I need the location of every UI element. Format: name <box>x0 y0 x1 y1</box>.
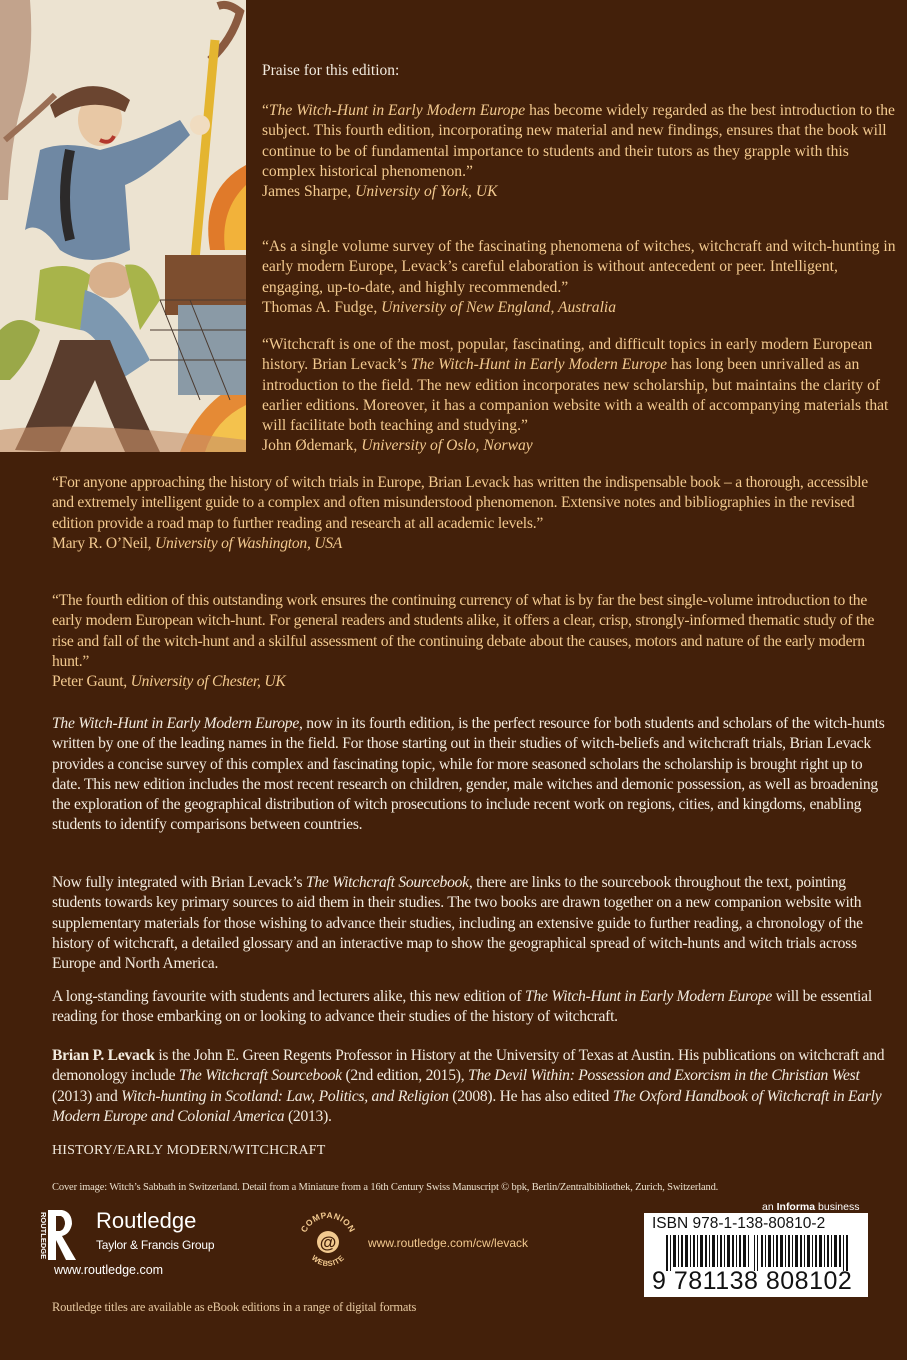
quote-attribution-affiliation: University of Chester, UK <box>130 673 286 691</box>
quote-attribution-affiliation: University of York, UK <box>355 183 498 201</box>
cover-image-credit: Cover image: Witch’s Sabbath in Switzerland. Detail from a Miniature from a 16th Century Swiss Manuscript © bpk, Berlin/Zentralbibliothek, Zurich, Switzerland. <box>52 1182 719 1193</box>
paragraph-text: , there are links to the sourcebook throughout the text, pointing students towards key primary sources to aid them in their studies. The two books are drawn together on a new companion website with supplementary materials for those wishing to advance their studies, including an extensive guide to further reading, a chronology of the history of witchcraft, a detailed glossary and an interactive map to show the geographical spread of witch-hunts and witch trials across Europe and North America. <box>52 874 863 973</box>
bio-text: (2nd edition, 2015), <box>341 1067 469 1085</box>
barcode-icon <box>666 1235 850 1271</box>
isbn-barcode-box <box>644 1213 868 1297</box>
paragraph-text: A long-standing favourite with students and lecturers alike, this new edition of <box>52 988 526 1005</box>
bio-text: is the John E. Green Regents Professor in History at the University of Texas at Austin. His publications on witchcraft and demonology include <box>52 1047 885 1085</box>
quote-attribution-name: Mary R. O’Neil, <box>52 534 155 552</box>
book-title: The Witchcraft Sourcebook <box>305 874 469 891</box>
praise-heading: Praise for this edition: <box>262 62 400 79</box>
book-title: The Oxford Handbook of Witchcraft in Early Modern Europe and Colonial America <box>52 1087 882 1125</box>
book-title: Witch-hunting in Scotland: Law, Politics, and Religion <box>121 1087 449 1105</box>
bio-text: (2013). <box>284 1107 332 1125</box>
praise-quote-2 <box>262 237 902 318</box>
praise-quote-5 <box>52 591 882 692</box>
manuscript-miniature-image <box>0 0 246 452</box>
book-title: The Witch-Hunt in Early Modern Europe <box>268 102 526 119</box>
quote-text: “The fourth edition of this outstanding work ensures the continuing currency of what is by far the best single-volume introduction to the early modern European witch-hunt. For general readers and students alike, it offers a clear, crisp, strongly-informed thematic study of the rise and fall of the witch-hunt and a skilful assessment of the continuing debate about the causes, motors and nature of the early modern hunt.” <box>52 592 875 670</box>
quote-attribution-name: John Ødemark, <box>262 437 362 455</box>
book-title: The Witch-Hunt in Early Modern Europe <box>52 715 299 732</box>
svg-text:@: @ <box>319 1233 337 1252</box>
quote-attribution-name: James Sharpe, <box>262 183 356 201</box>
description-paragraph-2 <box>52 873 892 974</box>
praise-quote-1 <box>262 101 902 202</box>
companion-at-icon <box>296 1208 360 1272</box>
quote-text: “For anyone approaching the history of witch trials in Europe, Brian Levack has written the indispensable book – a thorough, accessible and extremely intelligent guide to a complex and often misunderstood phenomenon. Extensive notes and bibliographies in the revised edition provide a road map to further reading and research at all academic levels.” <box>52 474 868 532</box>
cover-illustration <box>0 0 246 452</box>
author-name: Brian P. Levack <box>52 1047 155 1064</box>
book-title: The Witch-Hunt in Early Modern Europe <box>525 988 773 1005</box>
barcode-digits: 9 781138 808102 <box>652 1267 853 1295</box>
quote-attribution-name: Thomas A. Fudge, <box>262 298 382 316</box>
quote-text: has long been unrivalled as an introduction to the field. The new edition incorporates new scholarship, but maintains the clarity of earlier editions. Moreover, it has a companion website with a wealth of accompanying materials that will facilitate both teaching and studying.” <box>262 356 889 435</box>
quote-text: “Witchcraft is one of the most, popular, fascinating, and difficult topics in early modern European history. Brian Levack’s <box>262 336 873 374</box>
publisher-group: Taylor & Francis Group <box>96 1238 215 1252</box>
quote-text: has become widely regarded as the best introduction to the subject. This fourth edition, incorporating new material and new findings, ensures that the book will continue to be of fundamental importance to students and their tutors as they grapple with this complex historical phenomenon.” <box>262 102 895 180</box>
quote-text: “As a single volume survey of the fascinating phenomena of witches, witchcraft and witch-hunting in early modern Europe, Levack’s careful elaboration is without antecedent or peer. Intelligent, engaging, up-to-date, and highly recommended.” <box>262 238 896 296</box>
paragraph-text: will be essential reading for those embarking on or looking to advance their studies of the history of witchcraft. <box>52 988 872 1026</box>
subject-category: HISTORY/EARLY MODERN/WITCHCRAFT <box>52 1143 326 1158</box>
routledge-head-icon <box>32 1208 92 1262</box>
tagline-text: business <box>815 1201 860 1213</box>
companion-website-badge <box>296 1208 360 1277</box>
paragraph-text: , now in its fourth edition, is the perfect resource for both students and scholars of the witch-hunts written by one of the leading names in the field. For those starting out in their studies of witch-beliefs and witchcraft trials, Brian Levack provides a concise survey of this complex and fascinating topic, while for more seasoned scholars the scholarship is brought right up to date. This new edition includes the most recent research on children, gender, male witches and demonic possession, as well as broadening the exploration of the geographical distribution of witch prosecutions to include recent work on regions, cities, and kingdoms, enabling students to identify comparisons between countries. <box>52 715 885 834</box>
ebook-availability-note: Routledge titles are available as eBook editions in a range of digital formats <box>52 1300 417 1314</box>
informa-tagline <box>762 1201 859 1213</box>
svg-text:ROUTLEDGE: ROUTLEDGE <box>39 1212 48 1260</box>
praise-quote-3 <box>262 335 902 457</box>
quote-attribution-affiliation: University of Oslo, Norway <box>361 437 533 455</box>
quote-attribution-affiliation: University of New England, Australia <box>381 298 617 316</box>
companion-website-link[interactable]: www.routledge.com/cw/levack <box>368 1236 529 1250</box>
routledge-logo <box>32 1208 92 1267</box>
bio-text: (2008). He has also edited <box>448 1087 613 1105</box>
publisher-name: Routledge <box>96 1208 197 1233</box>
svg-text:WEBSITE: WEBSITE <box>309 1253 347 1269</box>
description-paragraph-3 <box>52 987 892 1028</box>
paragraph-text: Now fully integrated with Brian Levack’s <box>52 874 306 891</box>
isbn-label: ISBN 978-1-138-80810-2 <box>652 1215 826 1232</box>
bio-text: (2013) and <box>52 1087 122 1105</box>
book-title: The Witch-Hunt in Early Modern Europe <box>410 356 668 374</box>
description-paragraph-1 <box>52 714 892 836</box>
informa-brand: Informa <box>776 1201 816 1213</box>
book-title: The Witchcraft Sourcebook <box>178 1067 342 1085</box>
book-title: The Devil Within: Possession and Exorcism in the Christian West <box>468 1067 860 1085</box>
quote-text: “ <box>262 102 269 119</box>
author-bio <box>52 1046 892 1127</box>
quote-attribution-affiliation: University of Washington, USA <box>154 534 343 552</box>
praise-quote-4 <box>52 473 882 554</box>
tagline-text: an <box>762 1201 777 1213</box>
publisher-url-link[interactable]: www.routledge.com <box>54 1263 164 1277</box>
svg-text:COMPANION: COMPANION <box>298 1209 358 1235</box>
quote-attribution-name: Peter Gaunt, <box>52 673 131 691</box>
